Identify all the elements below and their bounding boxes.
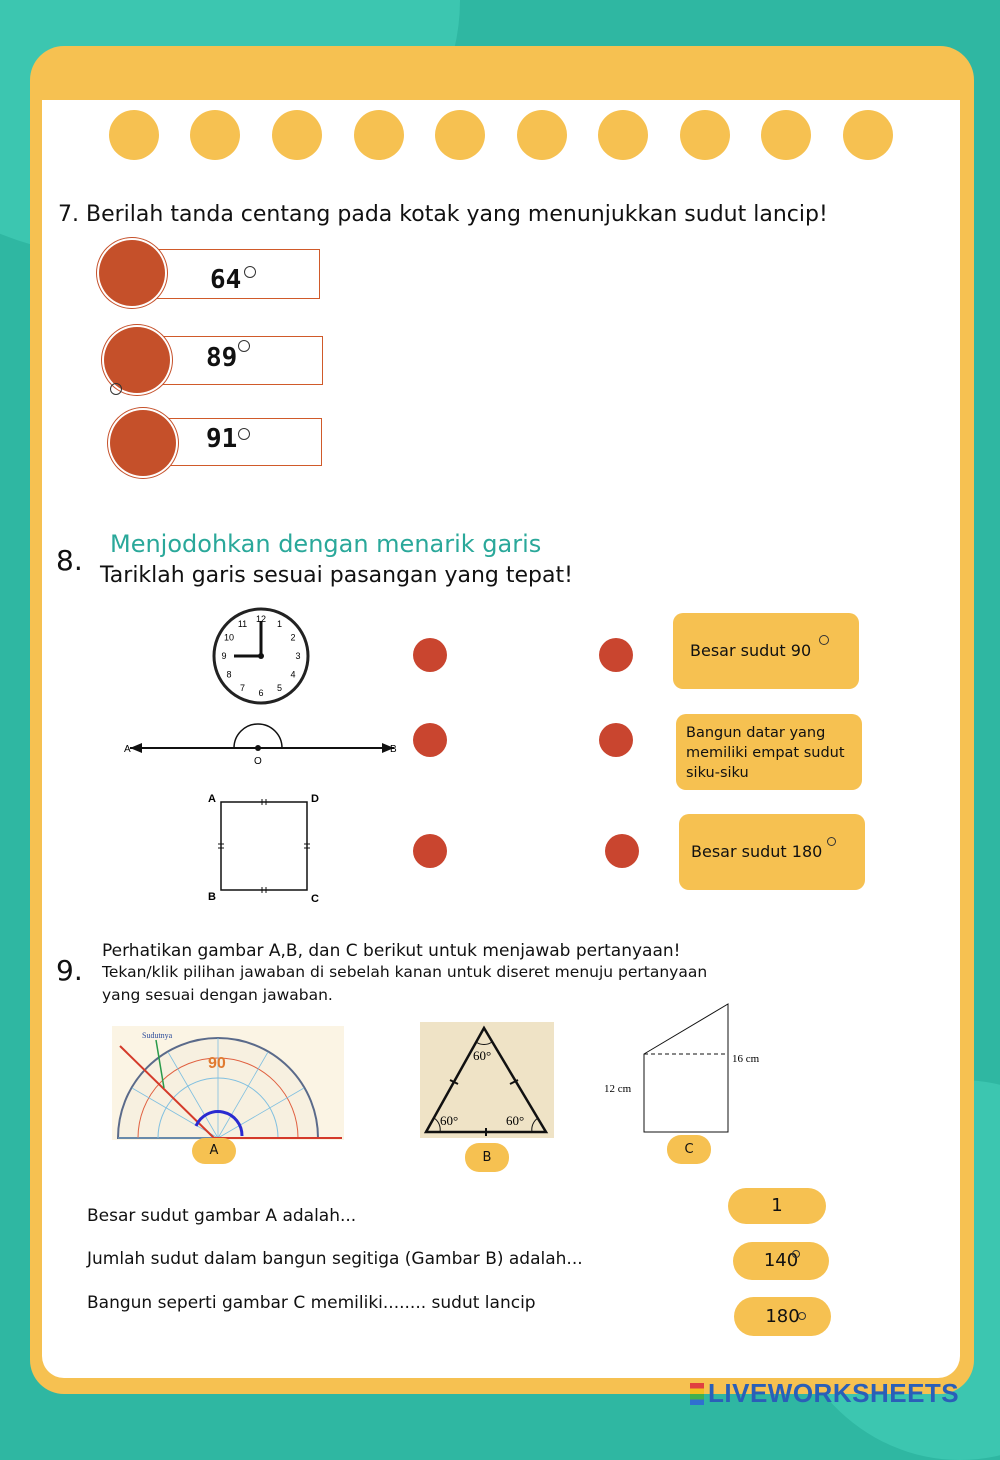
logo-icon	[690, 1383, 704, 1405]
clock-number: 12	[255, 614, 267, 624]
degree-symbol	[827, 837, 836, 846]
match-card-2[interactable]	[676, 714, 862, 790]
trapezoid-icon	[604, 1002, 770, 1136]
q8-prompt: Tariklah garis sesuai pasangan yang tepat!	[100, 563, 573, 588]
svg-text:90: 90	[208, 1055, 226, 1072]
figure-label-c: C	[667, 1135, 711, 1164]
degree-symbol	[238, 428, 250, 440]
answer-pill-2-label: 140	[763, 1250, 799, 1271]
answer-pill-3[interactable]	[734, 1297, 831, 1336]
q7-option-label-2: 89	[206, 343, 238, 373]
trapezoid-image	[604, 1002, 770, 1136]
clock-number: 5	[276, 683, 283, 693]
figure-label-a: A	[192, 1138, 236, 1164]
match-card-1-label: Besar sudut 90	[690, 641, 812, 660]
binder-ring	[272, 110, 322, 160]
figure-label-b: B	[465, 1143, 509, 1172]
match-card-2-label: Bangun datar yang memiliki empat sudut siku-siku	[686, 725, 845, 781]
match-dot-right-1[interactable]	[599, 638, 633, 672]
match-card-1[interactable]	[673, 613, 859, 689]
protractor-icon	[112, 1026, 344, 1140]
straight-angle-icon	[116, 718, 406, 768]
square-image	[204, 790, 326, 904]
binder-ring	[354, 110, 404, 160]
square-icon	[204, 790, 326, 904]
clock-number: 1	[276, 619, 283, 629]
svg-text:D: D	[311, 793, 319, 805]
clock-number: 3	[295, 651, 301, 661]
svg-text:O: O	[254, 756, 262, 767]
clock-number: 7	[239, 683, 246, 693]
binder-ring	[761, 110, 811, 160]
clock-number: 10	[223, 632, 235, 643]
clock-number: 2	[290, 632, 296, 643]
q7-option-label-1: 64	[210, 265, 242, 295]
svg-text:60°: 60°	[473, 1048, 492, 1063]
degree-symbol	[792, 1250, 800, 1258]
binder-ring	[435, 110, 485, 160]
svg-text:60°: 60°	[506, 1113, 525, 1128]
clock-icon	[208, 606, 312, 710]
binder-ring	[190, 110, 240, 160]
match-card-3[interactable]	[679, 814, 865, 890]
answer-pill-1-label: 1	[771, 1195, 783, 1216]
degree-symbol	[819, 635, 829, 645]
binder-ring	[517, 110, 567, 160]
q9-intro-line-2: Tekan/klik pilihan jawaban di sebelah kanan untuk diseret menuju pertanyaan	[102, 963, 708, 981]
q9-question-2: Jumlah sudut dalam bangun segitiga (Gambar B) adalah...	[87, 1249, 583, 1269]
svg-text:16 cm: 16 cm	[732, 1053, 760, 1065]
svg-text:A: A	[124, 744, 131, 755]
q7-text: Berilah tanda centang pada kotak yang menunjukkan sudut lancip!	[86, 202, 828, 227]
svg-text:B: B	[208, 891, 216, 903]
clock-number: 4	[290, 669, 296, 680]
match-dot-left-1[interactable]	[413, 638, 447, 672]
binder-ring	[598, 110, 648, 160]
match-dot-left-2[interactable]	[413, 723, 447, 757]
clock-number: 9	[221, 651, 227, 661]
q8-title: Menjodohkan dengan menarik garis	[110, 530, 542, 558]
q7-prompt	[58, 202, 828, 227]
svg-text:C: C	[311, 893, 319, 904]
straight-angle-image	[116, 718, 406, 768]
binder-ring	[109, 110, 159, 160]
triangle-icon	[420, 1022, 554, 1138]
q7-option-label-3: 91	[206, 424, 238, 454]
q9-question-1: Besar sudut gambar A adalah...	[87, 1206, 357, 1226]
svg-text:12 cm: 12 cm	[604, 1083, 632, 1095]
degree-symbol	[110, 383, 122, 395]
q9-number: 9.	[56, 954, 83, 987]
degree-symbol	[238, 340, 250, 352]
liveworksheets-logo[interactable]	[690, 1378, 959, 1410]
svg-text:A: A	[208, 793, 216, 805]
q7-checkbox-1[interactable]	[99, 240, 165, 306]
answer-pill-3-label: 180	[765, 1306, 800, 1327]
logo-text: LIVEWORKSHEETS	[708, 1378, 960, 1408]
clock-number: 6	[258, 688, 264, 698]
match-dot-right-3[interactable]	[605, 834, 639, 868]
binder-ring	[843, 110, 893, 160]
svg-text:Sudutnya: Sudutnya	[142, 1031, 173, 1040]
binder-ring	[680, 110, 730, 160]
clock-number: 11	[237, 619, 248, 629]
q9-question-3: Bangun seperti gambar C memiliki........ sudut lancip	[87, 1293, 536, 1313]
q9-intro-line-3: yang sesuai dengan jawaban.	[102, 986, 333, 1004]
answer-pill-2[interactable]	[733, 1242, 829, 1280]
triangle-image	[420, 1022, 554, 1138]
svg-text:60°: 60°	[440, 1113, 459, 1128]
clock-number: 8	[226, 669, 232, 680]
svg-text:B: B	[390, 744, 397, 755]
answer-pill-1[interactable]	[728, 1188, 826, 1224]
q8-number: 8.	[56, 544, 83, 577]
q9-intro-line-1: Perhatikan gambar A,B, dan C berikut untuk menjawab pertanyaan!	[102, 941, 681, 961]
match-dot-left-3[interactable]	[413, 834, 447, 868]
q7-number: 7.	[58, 202, 79, 227]
match-card-3-label: Besar sudut 180	[691, 842, 823, 861]
protractor-image	[112, 1026, 344, 1140]
degree-symbol	[798, 1312, 806, 1320]
clock-image	[208, 606, 312, 710]
degree-symbol	[244, 266, 256, 278]
q7-checkbox-3[interactable]	[110, 410, 176, 476]
match-dot-right-2[interactable]	[599, 723, 633, 757]
